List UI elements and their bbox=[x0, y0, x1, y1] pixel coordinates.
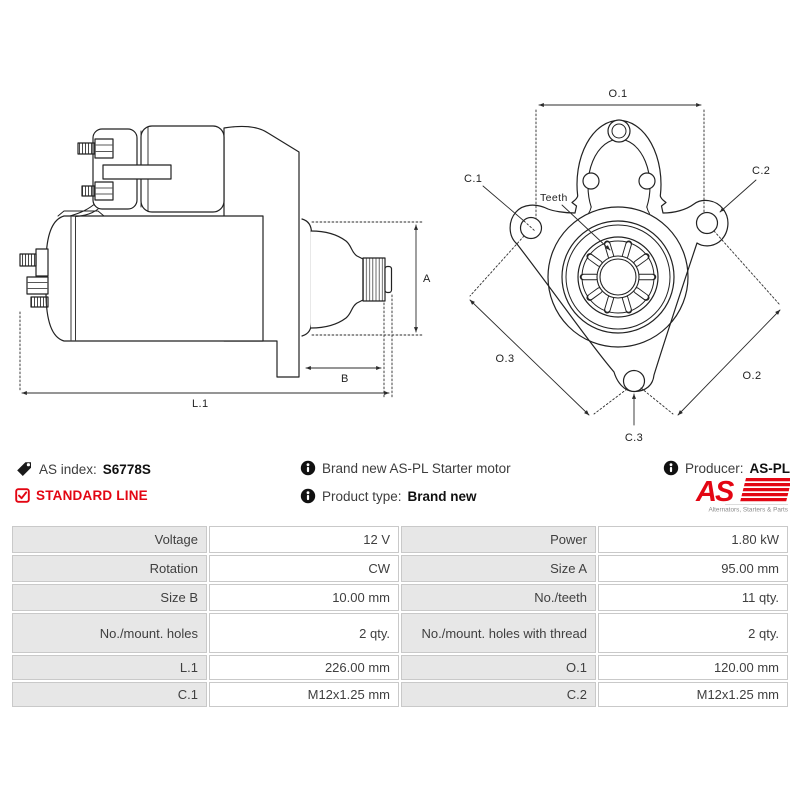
product-type-item bbox=[300, 488, 477, 504]
spec-label-cell: No./mount. holes with thread bbox=[401, 613, 596, 653]
dim-label-o3: O.3 bbox=[495, 353, 515, 365]
side-view-drawing bbox=[20, 126, 392, 377]
dim-label-teeth: Teeth bbox=[540, 192, 568, 204]
as-index-value: S6778S bbox=[102, 461, 151, 477]
dim-label-c3: C.3 bbox=[624, 432, 644, 444]
spec-label-cell: Rotation bbox=[12, 555, 207, 582]
as-pl-logo bbox=[695, 474, 790, 519]
producer-label: Producer: bbox=[684, 460, 744, 476]
spec-label-cell: C.1 bbox=[12, 682, 207, 707]
as-index-label: AS index: bbox=[39, 461, 97, 477]
spec-label-cell: Voltage bbox=[12, 526, 207, 553]
dim-label-a: A bbox=[423, 273, 431, 285]
table-row bbox=[12, 613, 788, 653]
spec-label-cell: Size A bbox=[401, 555, 596, 582]
spec-value-cell: M12x1.25 mm bbox=[598, 682, 788, 707]
product-type-label: Product type: bbox=[322, 488, 402, 504]
logo-text: AS bbox=[696, 476, 733, 508]
description-text: Brand new AS-PL Starter motor bbox=[322, 460, 511, 476]
logo-flag-stripes bbox=[740, 478, 790, 501]
description-item bbox=[300, 460, 511, 476]
dim-label-o1: O.1 bbox=[608, 88, 628, 100]
spec-value-cell: 226.00 mm bbox=[209, 655, 399, 680]
table-row bbox=[12, 584, 788, 611]
spec-value-cell: 12 V bbox=[209, 526, 399, 553]
front-view-drawing bbox=[510, 120, 728, 392]
spec-value-cell: 95.00 mm bbox=[598, 555, 788, 582]
spec-label-cell: C.2 bbox=[401, 682, 596, 707]
dim-label-l1: L.1 bbox=[192, 398, 209, 410]
logo-caption: Alternators, Starters & Parts bbox=[708, 506, 788, 514]
table-row bbox=[12, 555, 788, 582]
dim-label-b: B bbox=[341, 373, 349, 385]
spec-value-cell: 2 qty. bbox=[598, 613, 788, 653]
spec-label-cell: Power bbox=[401, 526, 596, 553]
spec-value-cell: M12x1.25 mm bbox=[209, 682, 399, 707]
spec-value-cell: 11 qty. bbox=[598, 584, 788, 611]
spec-value-cell: 2 qty. bbox=[209, 613, 399, 653]
dim-label-o2: O.2 bbox=[742, 370, 762, 382]
product-type-value: Brand new bbox=[407, 488, 477, 504]
as-index-item bbox=[15, 460, 151, 478]
standard-line-badge: STANDARD LINE bbox=[36, 488, 148, 503]
dim-label-c1: C.1 bbox=[464, 173, 483, 185]
dim-label-c2: C.2 bbox=[752, 165, 771, 177]
table-row bbox=[12, 682, 788, 707]
info-icon bbox=[663, 460, 679, 476]
producer-value: AS-PL bbox=[749, 460, 790, 476]
spec-value-cell: CW bbox=[209, 555, 399, 582]
spec-label-cell: L.1 bbox=[12, 655, 207, 680]
table-row bbox=[12, 655, 788, 680]
checkbox-icon bbox=[15, 488, 30, 503]
spec-value-cell: 10.00 mm bbox=[209, 584, 399, 611]
specs-table bbox=[10, 524, 790, 709]
spec-label-cell: Size B bbox=[12, 584, 207, 611]
info-icon bbox=[300, 488, 316, 504]
spec-value-cell: 1.80 kW bbox=[598, 526, 788, 553]
tag-icon bbox=[15, 460, 33, 478]
table-row bbox=[12, 526, 788, 553]
standard-line-item bbox=[15, 488, 148, 503]
info-icon bbox=[300, 460, 316, 476]
spec-label-cell: No./teeth bbox=[401, 584, 596, 611]
spec-label-cell: O.1 bbox=[401, 655, 596, 680]
spec-label-cell: No./mount. holes bbox=[12, 613, 207, 653]
spec-value-cell: 120.00 mm bbox=[598, 655, 788, 680]
